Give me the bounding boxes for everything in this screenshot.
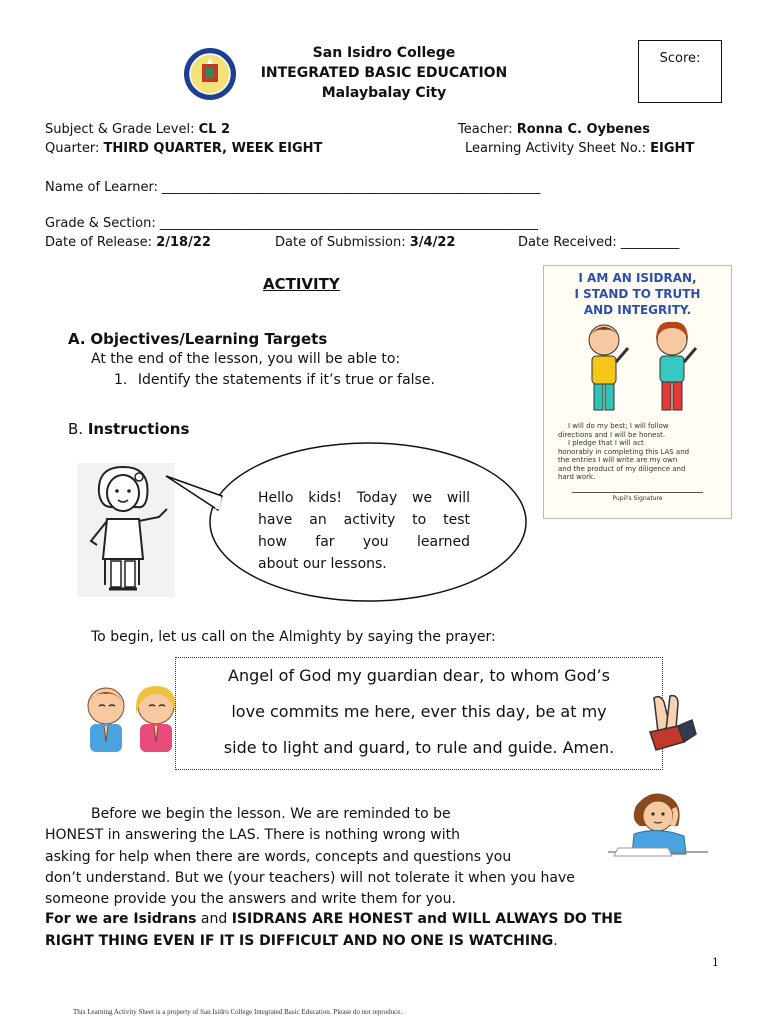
activity-title: ACTIVITY (263, 275, 340, 293)
objectives-item (114, 372, 435, 388)
teacher-value: Ronna C. Oybenes (516, 122, 650, 137)
quarter-value: THIRD QUARTER, WEEK EIGHT (103, 141, 323, 156)
prayer-line: Angel of God my guardian dear, to whom God’s (228, 666, 610, 685)
submission-date-field (275, 235, 455, 250)
las-number-label: Learning Activity Sheet No.: (465, 141, 646, 156)
poster-pledge-line: I will do my best; I will follow (568, 422, 669, 430)
prayer-line: love commits me here, ever this day, be at my (231, 702, 607, 721)
instructions-title: Instructions (87, 420, 190, 438)
honesty-bold-text: RIGHT THING EVEN IF IT IS DIFFICULT AND NO ONE IS WATCHING (45, 933, 554, 949)
prayer-intro: To begin, let us call on the Almighty by saying the prayer: (91, 629, 496, 645)
honesty-line: don’t understand. But we (your teachers) will not tolerate it when you have (45, 870, 575, 886)
poster-title-line: I STAND TO TRUTH (574, 287, 701, 301)
las-number-value: EIGHT (650, 141, 695, 156)
prayer-line: side to light and guard, to rule and guide. Amen. (223, 738, 615, 757)
speech-line: Hello kids! Today we will (258, 490, 470, 506)
release-date-field (45, 235, 211, 250)
objectives-item-number: 1. (114, 372, 128, 388)
received-date-line: _________ (620, 235, 680, 250)
poster-title-line: I AM AN ISIDRAN, (578, 271, 697, 285)
objectives-item-text: Identify the statements if it’s true or false. (137, 372, 435, 388)
page-number: 1 (712, 956, 719, 969)
school-name: San Isidro College (312, 45, 456, 61)
instructions-marker: B. (68, 420, 84, 438)
quarter-field (45, 141, 322, 156)
city-name: Malaybalay City (321, 85, 447, 101)
honesty-bold-text: and (412, 911, 452, 927)
poster-pledge-line: hard work. (558, 473, 596, 481)
quarter-label: Quarter: (45, 141, 100, 156)
subject-field (45, 122, 230, 137)
learner-name-label: Name of Learner: (45, 180, 158, 195)
teacher-field (458, 122, 650, 137)
honesty-bold-text: ISIDRANS ARE HONEST (231, 911, 413, 927)
learner-name-field[interactable] (45, 180, 540, 195)
honesty-bold-text: WILL ALWAYS DO THE (451, 911, 623, 927)
honesty-period: . (553, 933, 558, 949)
learner-name-line: ________________________________________________________________ (162, 180, 540, 195)
poster-pledge-line: the entries I will write are my own (558, 456, 678, 464)
submission-date-label: Date of Submission: (275, 235, 406, 250)
honesty-emphasis-line (45, 933, 558, 949)
praying-kids-illustration (82, 684, 180, 754)
grade-section-field[interactable] (45, 216, 537, 231)
poster-signature-label: Pupil's Signature (612, 494, 663, 502)
poster-pledge-line: and the product of my diligence and (558, 464, 686, 473)
poster-kids-illustration (544, 318, 731, 418)
subject-label: Subject & Grade Level: (45, 122, 195, 137)
speech-text (258, 487, 470, 575)
department-name: INTEGRATED BASIC EDUCATION (260, 65, 508, 81)
release-date-value: 2/18/22 (156, 235, 211, 250)
teacher-label: Teacher: (458, 122, 513, 137)
poster-title-line: AND INTEGRITY. (583, 303, 692, 317)
footer-note: This Learning Activity Sheet is a property of San Isidro College Integrated Basic Education. Please do not reproduce. (73, 1008, 403, 1016)
grade-section-line: ________________________________________________________________ (159, 216, 538, 231)
honesty-emphasis-line (45, 911, 623, 927)
praying-hands-icon (640, 692, 698, 752)
honesty-line: Before we begin the lesson. We are reminded to be (91, 806, 451, 822)
poster-pledge-line: directions and I will be honest. (558, 430, 666, 439)
objectives-intro: At the end of the lesson, you will be able to: (91, 351, 401, 367)
speech-line: have an activity to test (258, 512, 470, 528)
poster-pledge-line: honorably in completing this LAS and (558, 447, 690, 456)
prayer-box (175, 657, 663, 770)
honesty-line: someone provide you the answers and write them for you. (45, 891, 456, 907)
honesty-line: asking for help when there are words, concepts and questions you (45, 849, 512, 865)
release-date-label: Date of Release: (45, 235, 153, 250)
las-number-field (465, 141, 694, 156)
honesty-bold-text: For we are Isidrans (45, 911, 197, 927)
received-date-label: Date Received: (518, 235, 617, 250)
speech-line: how far you learned (258, 534, 470, 550)
honesty-line: HONEST in answering the LAS. There is nothing wrong with (45, 827, 461, 843)
submission-date-value: 3/4/22 (409, 235, 456, 250)
score-label: Score: (659, 51, 701, 66)
objectives-title: Objectives/Learning Targets (90, 330, 328, 348)
received-date-field[interactable] (518, 235, 679, 250)
objectives-heading (68, 330, 327, 348)
thinking-child-illustration (598, 786, 718, 860)
integrity-poster (543, 265, 732, 519)
score-box (638, 40, 722, 103)
objectives-marker: A. (68, 330, 86, 348)
subject-value: CL 2 (198, 122, 231, 137)
speech-line: about our lessons. (258, 556, 387, 572)
grade-section-label: Grade & Section: (45, 216, 156, 231)
poster-pledge-line: I pledge that I will act (568, 439, 644, 447)
instructions-heading (68, 420, 189, 438)
honesty-plain-text: and (196, 911, 232, 927)
